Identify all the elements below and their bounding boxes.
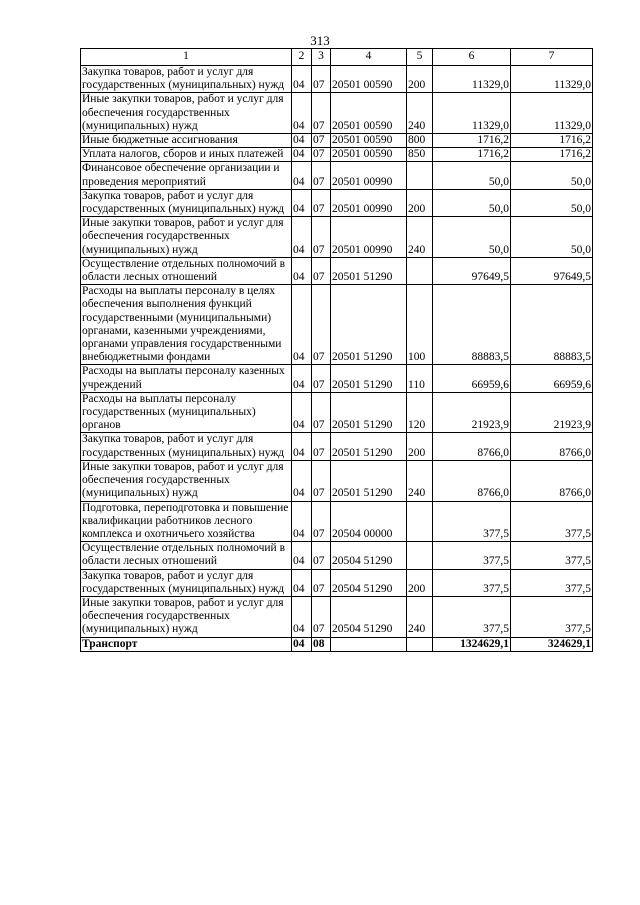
row-name-cell: Осуществление отдельных полномочий в области лесных отношений [81,257,292,284]
subsection-code-cell: 07 [312,569,331,596]
subsection-code-cell: 07 [312,596,331,637]
target-article-cell: 20501 51290 [331,365,407,392]
subsection-code-cell: 07 [312,257,331,284]
amount-cell: 11329,0 [433,93,511,134]
expense-type-cell: 120 [407,392,433,433]
row-name-cell: Иные закупки товаров, работ и услуг для обеспечения государственных (муниципальных) нужд [81,596,292,637]
amount-cell: 377,5 [433,542,511,569]
subsection-code-cell: 07 [312,433,331,460]
amount-cell: 88883,5 [511,285,593,365]
section-code-cell: 04 [292,66,312,93]
table-row [81,257,593,284]
target-article-cell: 20501 51290 [331,460,407,501]
target-article-cell: 20501 51290 [331,392,407,433]
subsection-code-cell: 07 [312,365,331,392]
table-row [81,93,593,134]
section-code-cell: 04 [292,501,312,542]
expense-type-cell [407,257,433,284]
table-row [81,637,593,651]
section-code-cell: 04 [292,257,312,284]
row-name-cell: Закупка товаров, работ и услуг для государственных (муниципальных) нужд [81,189,292,216]
row-name-cell: Осуществление отдельных полномочий в области лесных отношений [81,542,292,569]
table-row [81,134,593,148]
amount-cell: 11329,0 [511,93,593,134]
amount-cell: 50,0 [511,217,593,258]
target-article-cell: 20504 51290 [331,542,407,569]
target-article-cell: 20501 00990 [331,189,407,216]
table-row [81,162,593,189]
subsection-code-cell: 07 [312,392,331,433]
expense-type-cell: 200 [407,66,433,93]
table-row [81,569,593,596]
section-code-cell: 04 [292,162,312,189]
table-row [81,285,593,365]
row-name-cell: Иные закупки товаров, работ и услуг для обеспечения государственных (муниципальных) нужд [81,93,292,134]
subsection-code-cell: 07 [312,542,331,569]
table-row [81,217,593,258]
expense-type-cell: 240 [407,217,433,258]
section-code-cell: 04 [292,93,312,134]
subsection-code-cell: 07 [312,501,331,542]
row-name-cell: Транспорт [81,637,292,651]
row-name-cell: Подготовка, переподготовка и повышение квалификации работников лесного комплекса и охотничьего хозяйства [81,501,292,542]
subsection-code-cell: 07 [312,134,331,148]
section-code-cell: 04 [292,134,312,148]
amount-cell: 377,5 [433,569,511,596]
table-row [81,596,593,637]
row-name-cell: Иные бюджетные ассигнования [81,134,292,148]
amount-cell: 377,5 [511,596,593,637]
table-row [81,365,593,392]
amount-cell: 377,5 [511,569,593,596]
expense-type-cell: 240 [407,596,433,637]
row-name-cell: Расходы на выплаты персоналу в целях обеспечения выполнения функций государственными (муниципальными) органами, казенными учреждениями, органами управления государственными внебюджетными фондами [81,285,292,365]
target-article-cell: 20501 51290 [331,257,407,284]
row-name-cell: Расходы на выплаты персоналу казенных учреждений [81,365,292,392]
column-header: 6 [433,49,511,66]
amount-cell: 97649,5 [433,257,511,284]
table-row [81,392,593,433]
amount-cell: 377,5 [511,501,593,542]
table-row [81,501,593,542]
target-article-cell: 20504 00000 [331,501,407,542]
target-article-cell: 20504 51290 [331,569,407,596]
amount-cell: 1716,2 [433,134,511,148]
subsection-code-cell: 07 [312,93,331,134]
expense-type-cell: 850 [407,148,433,162]
target-article-cell: 20501 00590 [331,93,407,134]
table-row [81,189,593,216]
section-code-cell: 04 [292,569,312,596]
amount-cell: 1324629,1 [433,637,511,651]
subsection-code-cell: 07 [312,162,331,189]
amount-cell: 50,0 [511,189,593,216]
section-code-cell: 04 [292,285,312,365]
table-row [81,542,593,569]
section-code-cell: 04 [292,460,312,501]
amount-cell: 50,0 [433,162,511,189]
subsection-code-cell: 07 [312,460,331,501]
section-code-cell: 04 [292,148,312,162]
column-header: 4 [331,49,407,66]
expense-type-cell: 200 [407,189,433,216]
row-name-cell: Уплата налогов, сборов и иных платежей [81,148,292,162]
amount-cell: 88883,5 [433,285,511,365]
expense-type-cell [407,162,433,189]
table-row [81,148,593,162]
amount-cell: 8766,0 [433,460,511,501]
amount-cell: 50,0 [433,217,511,258]
amount-cell: 1716,2 [433,148,511,162]
expense-type-cell: 200 [407,433,433,460]
subsection-code-cell: 07 [312,285,331,365]
amount-cell: 377,5 [433,501,511,542]
target-article-cell [331,637,407,651]
subsection-code-cell: 07 [312,148,331,162]
amount-cell: 8766,0 [511,460,593,501]
subsection-code-cell: 07 [312,217,331,258]
target-article-cell: 20501 00990 [331,217,407,258]
amount-cell: 66959,6 [433,365,511,392]
amount-cell: 21923,9 [433,392,511,433]
expense-type-cell [407,501,433,542]
expense-type-cell: 100 [407,285,433,365]
subsection-code-cell: 07 [312,66,331,93]
expense-type-cell [407,542,433,569]
amount-cell: 11329,0 [511,66,593,93]
row-name-cell: Расходы на выплаты персоналу государственных (муниципальных) органов [81,392,292,433]
row-name-cell: Закупка товаров, работ и услуг для государственных (муниципальных) нужд [81,433,292,460]
section-code-cell: 04 [292,596,312,637]
table-body [81,66,593,652]
expense-type-cell: 110 [407,365,433,392]
amount-cell: 11329,0 [433,66,511,93]
section-code-cell: 04 [292,217,312,258]
row-name-cell: Иные закупки товаров, работ и услуг для обеспечения государственных (муниципальных) нужд [81,460,292,501]
amount-cell: 377,5 [511,542,593,569]
row-name-cell: Финансовое обеспечение организации и проведения мероприятий [81,162,292,189]
budget-table [80,48,593,652]
amount-cell: 324629,1 [511,637,593,651]
table-row [81,460,593,501]
amount-cell: 8766,0 [433,433,511,460]
expense-type-cell: 200 [407,569,433,596]
section-code-cell: 04 [292,365,312,392]
target-article-cell: 20501 00590 [331,66,407,93]
page-number: 313 [310,33,330,48]
subsection-code-cell: 08 [312,637,331,651]
table-row [81,433,593,460]
expense-type-cell: 240 [407,460,433,501]
column-header: 3 [312,49,331,66]
expense-type-cell: 800 [407,134,433,148]
amount-cell: 1716,2 [511,148,593,162]
row-name-cell: Иные закупки товаров, работ и услуг для обеспечения государственных (муниципальных) нужд [81,217,292,258]
column-header: 5 [407,49,433,66]
row-name-cell: Закупка товаров, работ и услуг для государственных (муниципальных) нужд [81,569,292,596]
section-code-cell: 04 [292,542,312,569]
amount-cell: 21923,9 [511,392,593,433]
section-code-cell: 04 [292,392,312,433]
amount-cell: 50,0 [433,189,511,216]
column-header: 2 [292,49,312,66]
target-article-cell: 20501 51290 [331,285,407,365]
target-article-cell: 20504 51290 [331,596,407,637]
subsection-code-cell: 07 [312,189,331,216]
amount-cell: 1716,2 [511,134,593,148]
target-article-cell: 20501 00990 [331,162,407,189]
amount-cell: 377,5 [433,596,511,637]
row-name-cell: Закупка товаров, работ и услуг для государственных (муниципальных) нужд [81,66,292,93]
column-header: 1 [81,49,292,66]
target-article-cell: 20501 51290 [331,433,407,460]
section-code-cell: 04 [292,433,312,460]
section-code-cell: 04 [292,189,312,216]
expense-type-cell: 240 [407,93,433,134]
table-row [81,66,593,93]
amount-cell: 8766,0 [511,433,593,460]
column-header: 7 [511,49,593,66]
target-article-cell: 20501 00590 [331,148,407,162]
header-row [81,49,593,66]
section-code-cell: 04 [292,637,312,651]
amount-cell: 50,0 [511,162,593,189]
amount-cell: 97649,5 [511,257,593,284]
target-article-cell: 20501 00590 [331,134,407,148]
expense-type-cell [407,637,433,651]
amount-cell: 66959,6 [511,365,593,392]
